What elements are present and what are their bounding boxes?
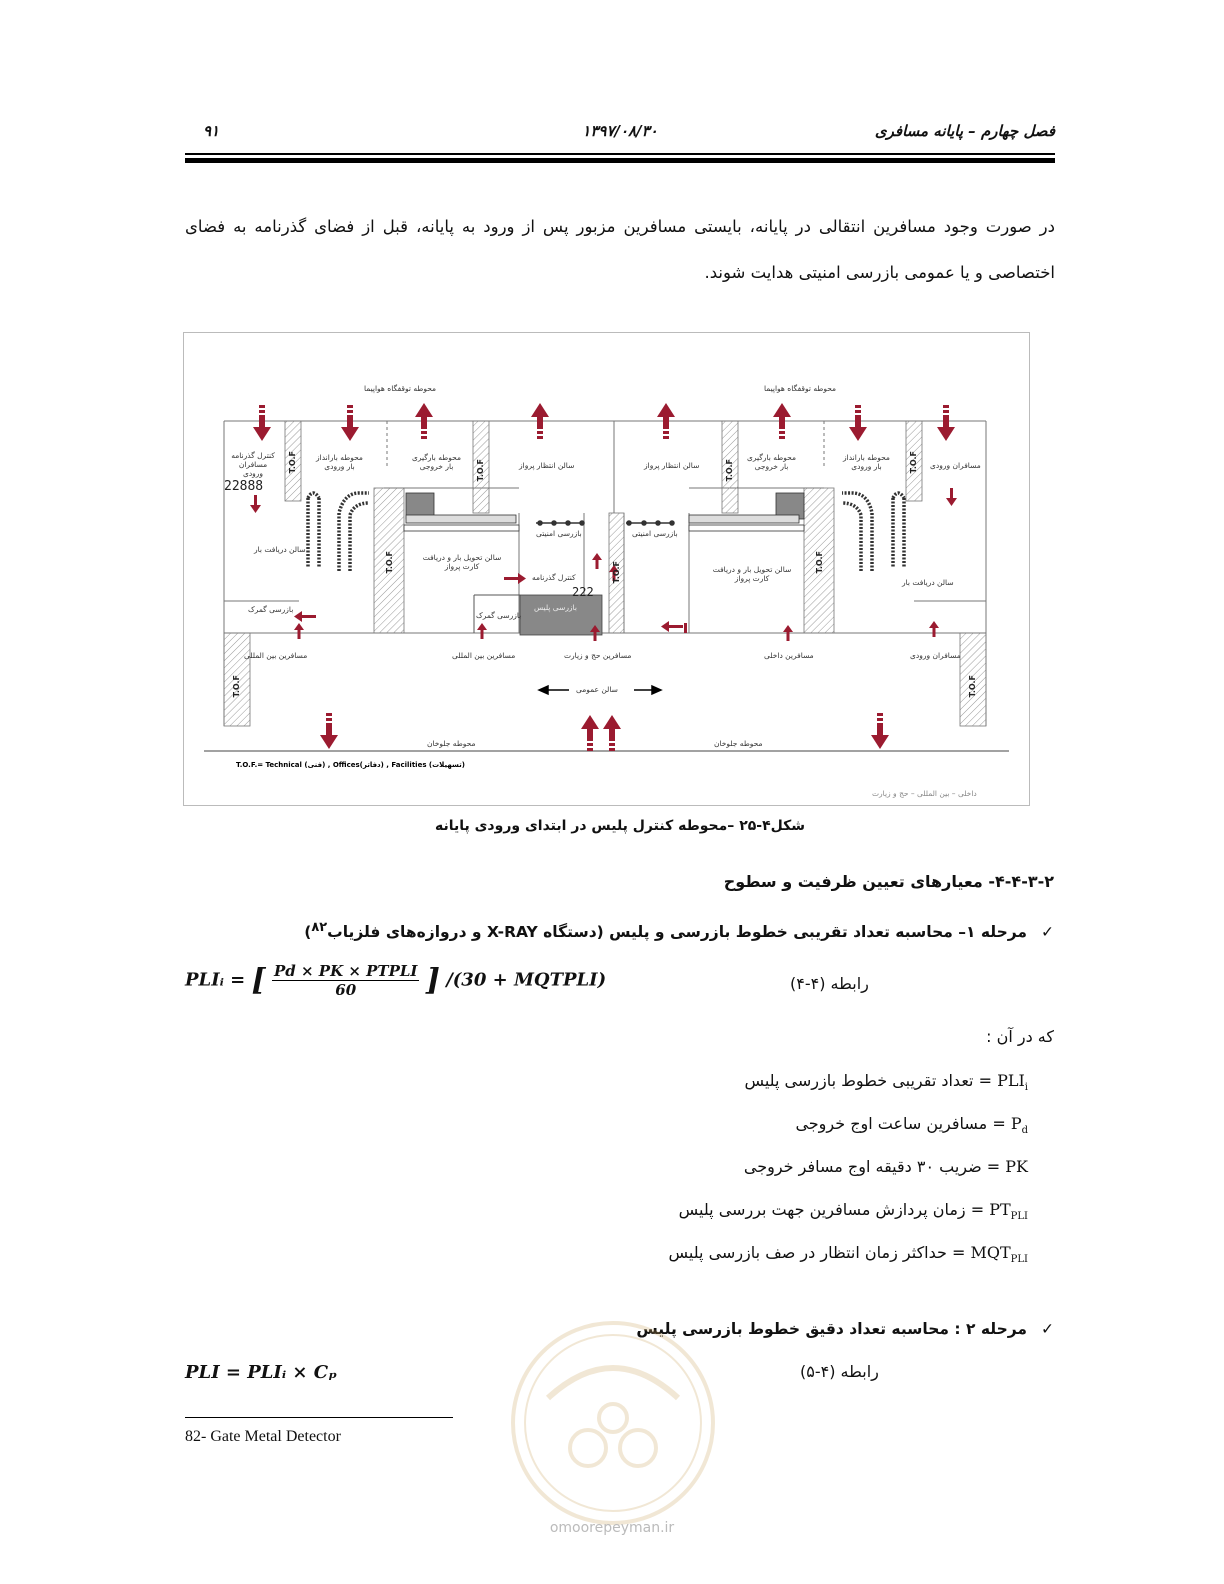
- def-text: حداکثر زمان انتظار در صف بازرسی پلیس: [668, 1243, 947, 1262]
- def-symbol: P: [1010, 1114, 1022, 1133]
- def-subscript: i: [1024, 1082, 1028, 1094]
- label-depart-domestic: مسافرین داخلی: [764, 651, 814, 660]
- header-rule-thin: [185, 153, 1055, 155]
- watermark-url: omoorepeyman.ir: [549, 1520, 675, 1536]
- chapter-title: فصل چهارم – پایانه مسافری: [874, 122, 1055, 140]
- counter-digits: 22888: [224, 479, 264, 494]
- label-customs-mid: بازرسی گمرک: [476, 611, 522, 620]
- counter-mid: 222: [572, 585, 594, 599]
- where-label: که در آن :: [986, 1027, 1054, 1046]
- label-baggage-in-left: محوطه بارانداز بار ورودی: [316, 453, 363, 471]
- label-tof-6: T.O.F: [612, 561, 621, 584]
- checkmark-icon: ✓: [1041, 923, 1054, 942]
- label-airside-right: محوطه توقفگاه هواپیما: [764, 384, 837, 393]
- label-baggage-out-left: محوطه بارگیری بار خروجی: [412, 453, 461, 471]
- label-departure-lounge-left: سالن انتظار پرواز: [519, 461, 575, 470]
- label-airside-left: محوطه توقفگاه هواپیما: [364, 384, 437, 393]
- label-public-hall: سالن عمومی: [576, 685, 618, 694]
- label-checkin-left: سالن تحویل بار و دریافت کارت پرواز: [422, 553, 502, 571]
- figure-caption: شکل۴-۲۵ –محوطه کنترل پلیس در ابتدای ورودی پایانه: [434, 818, 806, 834]
- def-text: ضریب ۳۰ دقیقه اوج مسافر خروجی: [743, 1157, 982, 1176]
- footnote-rule: [185, 1417, 453, 1418]
- def-subscript: PLI: [1010, 1254, 1028, 1266]
- def-text: زمان پردازش مسافرین جهت بررسی پلیس: [678, 1200, 966, 1219]
- def-subscript: d: [1021, 1125, 1028, 1137]
- def-text: تعداد تقریبی خطوط بازرسی پلیس: [744, 1071, 974, 1090]
- relation-4-5: رابطه (۴-۵): [800, 1362, 879, 1381]
- intro-paragraph: در صورت وجود مسافرین انتقالی در پایانه، بایستی مسافرین مزبور پس از ورود به پایانه، قبل از فضای گذرنامه به فضای اختصاصی و یا عمومی بازرسی امنیتی هدایت شوند.: [185, 217, 1055, 282]
- step-2-text: مرحله ۲ : محاسبه تعداد دقیق خطوط بازرسی پلیس: [636, 1320, 1027, 1338]
- figure-legend: T.O.F.= Technical (فنی) , Offices(دفاتر) , Facilities (تسهیلات): [236, 761, 465, 769]
- watermark-seal-logo: [508, 1318, 718, 1528]
- footnote-ref: ۸۲: [311, 920, 328, 935]
- formula-numerator: Pd × PK × PTPLI: [274, 962, 418, 980]
- header-date: ۱۳۹۷/۰۸/۳۰: [582, 122, 658, 140]
- label-tof-4: T.O.F: [909, 451, 918, 474]
- definition-mqtpli: $MQT_{PLI}$ = حداکثر زمان انتظار در صف بازرسی پلیس: [668, 1243, 1028, 1266]
- formula-denominator: 60: [335, 981, 357, 999]
- label-depart-intl-left: مسافرین بین المللی: [244, 651, 308, 660]
- step-1-text: مرحله ۱– محاسبه تعداد تقریبی خطوط بازرسی و پلیس (دستگاه X-RAY و دروازه‌های فلزیاب: [327, 923, 1027, 942]
- label-baggage-in-right: محوطه بارانداز بار ورودی: [843, 453, 890, 471]
- header-rule-thick: [185, 158, 1055, 163]
- def-subscript: PLI: [1010, 1211, 1028, 1223]
- label-tof-1: T.O.F: [288, 451, 297, 474]
- def-symbol: PK: [1005, 1157, 1028, 1176]
- label-depart-intl-mid: مسافرین بین المللی: [452, 651, 516, 660]
- formula-tail: /(30 + MQTPLI): [446, 969, 607, 991]
- section-heading: ۴-۴-۳-۲- معیارهای تعیین ظرفیت و سطوح: [723, 872, 1054, 891]
- terminal-plan-figure: [183, 332, 1030, 806]
- label-tof-5: T.O.F: [385, 551, 394, 574]
- definition-ptpli: $PT_{PLI}$ = زمان پردازش مسافرین جهت بررسی پلیس: [678, 1200, 1028, 1223]
- label-passport-arrivals: کنترل گذرنامه مسافران ورودی: [231, 451, 275, 478]
- label-landside-left: محوطه جلوخان: [427, 739, 476, 748]
- label-landside-right: محوطه جلوخان: [714, 739, 763, 748]
- definition-pd: $P_d$ = مسافرین ساعت اوج خروجی: [795, 1114, 1028, 1137]
- police-check-zone: [520, 595, 602, 635]
- label-passport-control: کنترل گذرنامه: [532, 573, 576, 582]
- floor-plan-drawing: [184, 333, 1029, 805]
- label-baggage-claim-left: سالن دریافت بار: [254, 545, 306, 554]
- label-departure-lounge-right: سالن انتظار پرواز: [644, 461, 700, 470]
- def-symbol: PLI: [997, 1071, 1025, 1090]
- relation-4-4: رابطه (۴-۴): [790, 974, 869, 993]
- definition-pli: $PLI_i$ = تعداد تقریبی خطوط بازرسی پلیس: [744, 1071, 1028, 1094]
- label-tof-7: T.O.F: [815, 551, 824, 574]
- label-security-left: بازرسی امنیتی: [536, 529, 582, 538]
- def-text: مسافرین ساعت اوج خروجی: [795, 1114, 988, 1133]
- figure-footer-note: داخلی – بین المللی – حج و زیارت: [872, 789, 977, 798]
- label-arrivals-passengers-top: مسافران ورودی: [930, 461, 981, 470]
- label-tof-2: T.O.F: [476, 459, 485, 482]
- checkmark-icon: ✓: [1041, 1320, 1054, 1338]
- formula-4-5: PLI = PLIᵢ × Cₚ: [185, 1362, 338, 1383]
- page-number: ۹۱: [203, 122, 220, 140]
- label-baggage-out-right: محوطه بارگیری بار خروجی: [747, 453, 796, 471]
- label-police-check: بازرسی پلیس: [534, 603, 577, 612]
- step-1-heading: ✓مرحله ۱– محاسبه تعداد تقریبی خطوط بازرسی و پلیس (دستگاه X-RAY و دروازه‌های فلزیاب$^{۸۲}$): [304, 920, 1054, 942]
- formula-lhs: PLIᵢ =: [185, 969, 252, 991]
- label-checkin-right: سالن تحویل بار و دریافت کارت پرواز: [712, 565, 792, 583]
- label-depart-hajj: مسافرین حج و زیارت: [564, 651, 632, 660]
- label-tof-3: T.O.F: [725, 459, 734, 482]
- def-symbol: PT: [989, 1200, 1011, 1219]
- footnote: 82- Gate Metal Detector: [185, 1428, 341, 1445]
- def-symbol: MQT: [970, 1243, 1011, 1262]
- definition-pk: PK = ضریب ۳۰ دقیقه اوج مسافر خروجی: [743, 1157, 1028, 1176]
- label-arrivals-domestic: مسافران ورودی: [910, 651, 961, 660]
- label-security-right: بازرسی امنیتی: [632, 529, 678, 538]
- label-customs-left: بازرسی گمرک: [248, 605, 294, 614]
- label-tof-8: T.O.F: [232, 675, 241, 698]
- formula-4-4: PLIᵢ = [ Pd × PK × PTPLI 60 ] /(30 + MQTPLI): [185, 962, 607, 999]
- running-header: [185, 122, 1055, 144]
- label-tof-9: T.O.F: [968, 675, 977, 698]
- label-baggage-claim-right: سالن دریافت بار: [902, 578, 954, 587]
